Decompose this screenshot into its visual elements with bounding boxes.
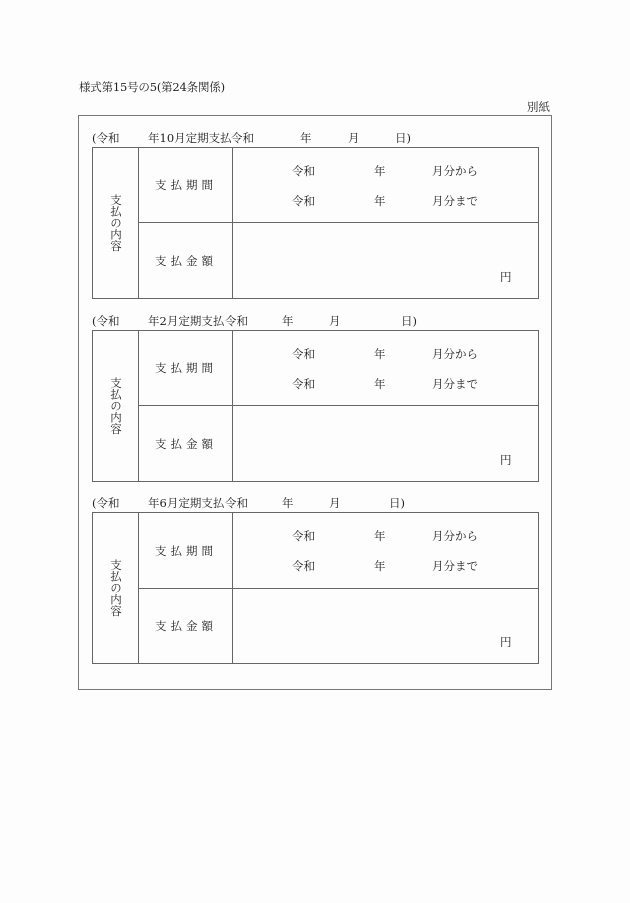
payment-amount-label: 支払金額 (155, 253, 217, 268)
payment-period-label: 支払期間 (155, 543, 217, 558)
header-year-unit: 年 (300, 131, 312, 145)
header-era-open: (令和 (92, 496, 120, 510)
payment-table-june (92, 512, 539, 664)
header-month-unit: 月 (348, 131, 360, 145)
period-from-month-field[interactable]: 月分から (432, 347, 478, 361)
currency-unit-yen: 円 (500, 635, 512, 649)
header-day-unit: 日) (401, 314, 417, 328)
header-day-unit: 日) (395, 131, 411, 145)
header-month-unit: 月 (329, 314, 341, 328)
header-payment-name: 年6月定期支払 (148, 496, 225, 510)
period-from-month-field[interactable]: 月分から (432, 164, 478, 178)
header-year-unit: 年 (282, 496, 294, 510)
currency-unit-yen: 円 (500, 270, 512, 284)
period-to-era: 令和 (292, 559, 315, 573)
header-payment-name: 年10月定期支払 (148, 131, 232, 145)
period-to-era: 令和 (292, 377, 315, 391)
header-era: 令和 (231, 131, 254, 145)
header-payment-name: 年2月定期支払 (148, 314, 225, 328)
form-title: 様式第15号の5(第24条関係) (79, 80, 225, 94)
period-to-year-field[interactable]: 年 (374, 194, 386, 208)
period-to-month-field[interactable]: 月分まで (432, 377, 478, 391)
period-from-month-field[interactable]: 月分から (432, 529, 478, 543)
payment-table-october (92, 147, 539, 299)
period-to-year-field[interactable]: 年 (374, 377, 386, 391)
period-from-era: 令和 (292, 164, 315, 178)
period-to-month-field[interactable]: 月分まで (432, 194, 478, 208)
header-month-unit: 月 (329, 496, 341, 510)
attachment-label: 別紙 (527, 100, 550, 114)
period-to-month-field[interactable]: 月分まで (432, 559, 478, 573)
payment-content-label: 支払の内容 (109, 194, 123, 252)
period-to-year-field[interactable]: 年 (374, 559, 386, 573)
header-day-unit: 日) (389, 496, 405, 510)
header-year-unit: 年 (282, 314, 294, 328)
header-era: 令和 (225, 314, 248, 328)
payment-content-label: 支払の内容 (109, 559, 123, 617)
period-from-year-field[interactable]: 年 (374, 164, 386, 178)
period-from-era: 令和 (292, 347, 315, 361)
period-to-era: 令和 (292, 194, 315, 208)
payment-period-label: 支払期間 (155, 178, 217, 192)
period-from-era: 令和 (292, 529, 315, 543)
header-era-open: (令和 (92, 131, 120, 145)
period-from-year-field[interactable]: 年 (374, 529, 386, 543)
currency-unit-yen: 円 (500, 453, 512, 467)
period-from-year-field[interactable]: 年 (374, 347, 386, 361)
payment-period-label: 支払期間 (155, 361, 217, 375)
payment-table-february (92, 330, 539, 482)
header-era-open: (令和 (92, 314, 120, 328)
payment-amount-label: 支払金額 (155, 436, 217, 451)
header-era: 令和 (225, 496, 248, 510)
payment-amount-label: 支払金額 (155, 619, 217, 633)
payment-content-label: 支払の内容 (109, 377, 123, 435)
